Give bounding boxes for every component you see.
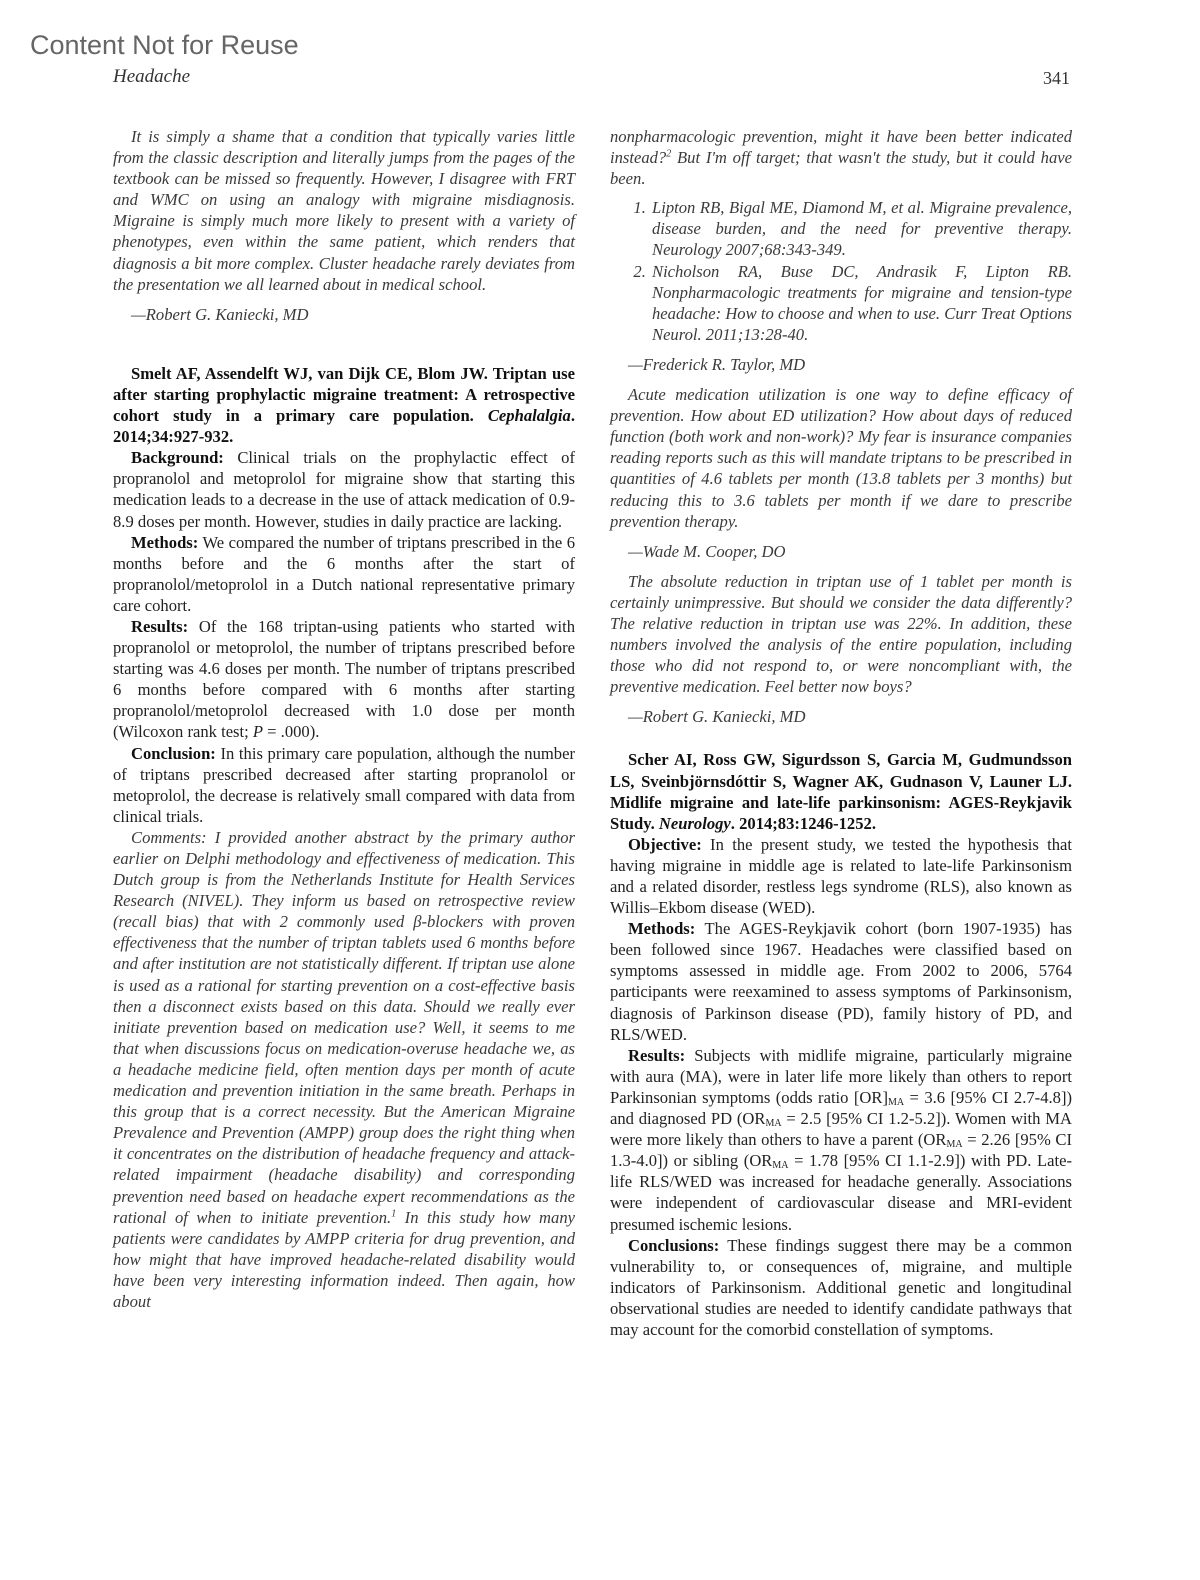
section-label: Background: (131, 448, 224, 468)
reference-item: 2. Nicholson RA, Buse DC, Andrasik F, Lipton RB. Nonpharmacologic treatments for migraine and tension-type headache: How to choose and when to use. Curr Treat Options Neurol. 2011;13:28-40. (650, 261, 1072, 345)
running-head: Headache (113, 66, 191, 87)
commentary-paragraph: The absolute reduction in triptan use of 1 tablet per month is certainly unimpressive. But should we consider the data differently? The relative reduction in triptan use was 22%. In addition, these numbers involved the analysis of the entire population, including those who did not respond to, or were noncompliant with, the preventive medication. Feel better now boys? (610, 571, 1072, 697)
section-text: = 2.5 [95% CI 1.2-5.2]). Women with MA were more likely than others to have a parent (OR (610, 1109, 1072, 1150)
abstract-background (113, 447, 575, 531)
reference-list (610, 197, 1072, 345)
commentary-text: nonpharmacologic prevention, might it have been better indicated instead? (610, 127, 1072, 168)
section-text: Clinical trials on the prophylactic effect of propranolol and metoprolol for migraine show that starting this medication leads to a decrease in the use of attack medication of 0.9-8.9 doses per month. However, studies in daily practice are lacking. (113, 448, 575, 531)
citation-ref: . 2014;34:927-932. (113, 406, 575, 447)
footnote-ref: 2 (666, 148, 672, 160)
right-column (610, 126, 1072, 1340)
abstract-conclusion (113, 743, 575, 827)
section-text: Of the 168 triptan-using patients who started with propranolol or metoprolol, the number of triptans prescribed before starting was 4.6 doses per month. The number of triptans prescribed 6 months before compared with 6 months after starting propranolol/metoprolol decreased with 1.0 dose per month (Wilcoxon rank test; (113, 616, 575, 742)
footnote-ref: 1 (391, 1208, 397, 1220)
section-text: = 1.78 [95% CI 1.1-2.9]) with PD. Late-life RLS/WED was increased for headache generally. Associations were independent of cardiovascular disease and MRI-evident presumed ischemic lesions. (610, 1151, 1073, 1234)
commentary-paragraph: It is simply a shame that a condition that typically varies little from the classic description and literally jumps from the pages of the textbook can be missed so frequently. However, I disagree with FRT and WMC on using an analogy with migraine misdiagnosis. Migraine is simply much more likely to present with a variety of phenotypes, even within the same patient, which renders that diagnosis a bit more complex. Cluster headache rarely deviates from the presentation we all learned about in medical school. (113, 127, 575, 294)
citation-title: Smelt AF, Assendelft WJ, van Dijk CE, Blom JW. Triptan use after starting prophylactic migraine treatment: A retrospective cohort study in a primary care population. (113, 363, 575, 426)
comments-text: In this study how many patients were candidates by AMPP criteria for drug prevention, and how might that have improved headache-related disability would have been very interesting information indeed. Then again, how about (113, 1207, 575, 1311)
subscript: MA (888, 1096, 905, 1108)
section-label: Results: (628, 1045, 686, 1065)
citation (610, 749, 1072, 833)
page-number: 341 (1043, 68, 1070, 88)
abstract-results (610, 1045, 1072, 1235)
signature: —Robert G. Kaniecki, MD (628, 707, 806, 727)
p-value-symbol: P (252, 722, 264, 742)
section-label: Conclusions: (628, 1235, 720, 1255)
reference-item: 1. Lipton RB, Bigal ME, Diamond M, et al. Migraine prevalence, disease burden, and the need for preventive therapy. Neurology 2007;68:343-349. (650, 197, 1072, 260)
signature: —Frederick R. Taylor, MD (628, 354, 806, 374)
comments-text: Comments: I provided another abstract by the primary author earlier on Delphi methodology and effectiveness of medication. This Dutch group is from the Netherlands Institute for Health Services Research (NIVEL). They inform us based on retrospective review (recall bias) that with 2 commonly used β-blockers with proven effectiveness that the number of triptan tablets used 6 months before and after institution are not statistically different. If triptan use alone is used as a rational for starting prevention on a cost-effective basis then a disconnect exists based on this data. Should we really ever initiate prevention based on medication use? Well, it seems to me that when discussions focus on medication-overuse headache we, as a headache medicine field, often mention days per month of acute medication and prevention initiation in the same breath. Perhaps in this group that is a correct necessity. But the American Migraine Prevalence and Prevention (AMPP) group does the right thing when it concentrates on the distribution of headache frequency and attack-related impairment (headache disability) and corresponding prevention need based on headache expert recommendations as the rational of when to initiate prevention. (113, 827, 575, 1227)
section-text: = .000). (263, 722, 320, 742)
commentary-continuation (610, 126, 1072, 189)
section-label: Methods: (131, 532, 199, 552)
section-label: Objective: (628, 834, 702, 854)
section-text: In the present study, we tested the hypothesis that having migraine in middle age is related to late-life Parkinsonism and a related disorder, restless legs syndrome (RLS), also known as Willis–Ekbom disease (WED). (610, 834, 1072, 918)
commentary-paragraph: Acute medication utilization is one way to define efficacy of prevention. How about ED utilization? How about days of reduced function (both work and non-work)? My fear is insurance companies reading reports such as this will mandate triptans to be prescribed in quantities of 4.6 tablets per month (13.8 tablets per 3 months) but reducing this to 3.6 tablets per month if we dare to prescribe prevention therapy. (610, 385, 1072, 531)
abstract-methods (610, 918, 1072, 1045)
abstract-methods (113, 532, 575, 616)
subscript: MA (772, 1160, 789, 1172)
abstract-conclusions (610, 1235, 1072, 1340)
abstract-objective (610, 834, 1072, 918)
citation-journal: Neurology (658, 813, 731, 833)
subscript: MA (946, 1139, 963, 1151)
subscript: MA (765, 1118, 782, 1130)
commentary-text: But I'm off target; that wasn't the study, but it could have been. (610, 148, 1072, 189)
section-label: Methods: (628, 919, 696, 939)
section-label: Conclusion: (131, 743, 216, 763)
section-text: = 3.6 [95% CI 2.7-4.8]) and diagnosed PD (OR (610, 1087, 1072, 1129)
section-text: These findings suggest there may be a common vulnerability to, or consequences of, migraine, and multiple indicators of Parkinsonism. Additional genetic and longitudinal observational studies are needed to identify candidate pathways that may account for the comorbid constellation of symptoms. (610, 1235, 1072, 1339)
citation (113, 363, 575, 447)
section-text: The AGES-Reykjavik cohort (born 1907-1935) has been followed since 1967. Headaches were classified based on symptoms assessed in middle age. From 2002 to 2006, 5764 participants were reexamined to assess symptoms of Parkinsonism, diagnosis of Parkinson disease (PD), family history of PD, and RLS/WED. (610, 919, 1072, 1044)
signature: —Robert G. Kaniecki, MD (131, 304, 309, 324)
section-text: = 2.26 [95% CI 1.3-4.0]) or sibling (OR (610, 1130, 1073, 1171)
abstract-results (113, 616, 575, 743)
left-column (113, 126, 575, 1312)
watermark: Content Not for Reuse (30, 30, 299, 60)
section-text: We compared the number of triptans prescribed in the 6 months before and the 6 months after the start of propranolol/metoprolol in a Dutch national representative primary care cohort. (113, 532, 575, 615)
section-text: Subjects with midlife migraine, particularly migraine with aura (MA), were in later life more likely than others to report Parkinsonian symptoms (odds ratio [OR] (610, 1045, 1072, 1107)
citation-journal: Cephalalgia (487, 406, 571, 426)
section-text: In this primary care population, although the number of triptans prescribed decreased after starting propranolol or metoprolol, the decrease is relatively small compared with data from clinical trials. (113, 743, 575, 826)
citation-ref: . 2014;83:1246-1252. (730, 813, 876, 833)
signature: —Wade M. Cooper, DO (628, 541, 786, 561)
comments-paragraph (113, 827, 575, 1312)
section-label: Results: (131, 616, 189, 636)
citation-title: Scher AI, Ross GW, Sigurdsson S, Garcia M, Gudmundsson LS, Sveinbjörnsdóttir S, Wagner AK, Gudnason V, Launer LJ. Midlife migraine and late-life parkinsonism: AGES-Reykjavik Study. (610, 750, 1072, 833)
